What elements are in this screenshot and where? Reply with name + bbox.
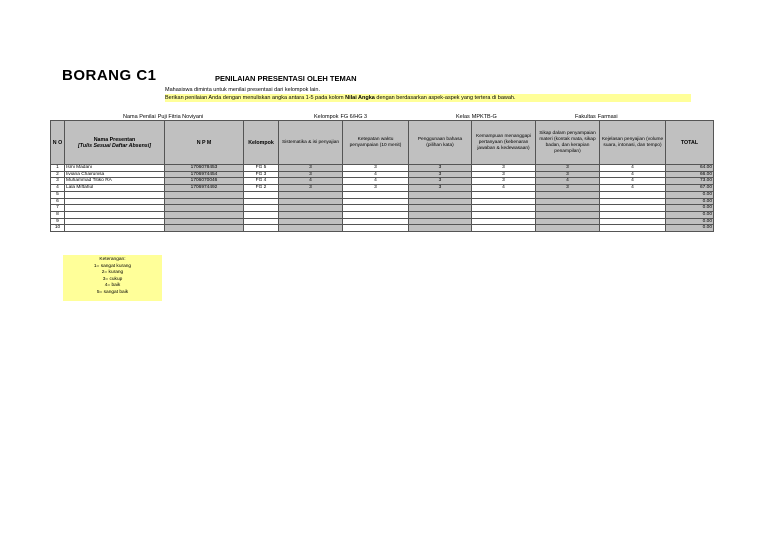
cell-no: 7 — [51, 205, 65, 212]
cell-aspek-6[interactable]: 4 — [600, 165, 666, 172]
cell-aspek-6[interactable] — [600, 211, 666, 218]
cell-nama[interactable] — [65, 191, 165, 198]
cell-aspek-1[interactable] — [279, 205, 343, 212]
cell-aspek-2[interactable] — [343, 191, 409, 198]
cell-nama[interactable]: Lala Miftahul — [65, 185, 165, 192]
form-subtitle: PENILAIAN PRESENTASI OLEH TEMAN — [215, 74, 357, 83]
header-aspek-3: Penggunaan bahasa (pilihan kata) — [409, 121, 472, 165]
cell-npm[interactable] — [165, 225, 244, 232]
cell-aspek-6[interactable] — [600, 205, 666, 212]
cell-total: 0.00 — [666, 205, 714, 212]
cell-aspek-1[interactable]: 3 — [279, 185, 343, 192]
instruction-line-2 — [165, 94, 691, 102]
penilai-value[interactable]: Puji Fitria Noviyani — [157, 114, 204, 120]
header-nama — [65, 121, 165, 165]
cell-nama[interactable] — [65, 211, 165, 218]
cell-aspek-4[interactable] — [472, 191, 536, 198]
cell-aspek-3[interactable] — [409, 205, 472, 212]
cell-aspek-2[interactable] — [343, 218, 409, 225]
table-header-row — [51, 121, 714, 165]
cell-no: 9 — [51, 218, 65, 225]
cell-nama[interactable] — [65, 198, 165, 205]
cell-kelompok[interactable] — [244, 205, 279, 212]
cell-aspek-3[interactable] — [409, 218, 472, 225]
header-aspek-5: Sikap dalam penyampaian materi (kontak mata, sikap badan, dan kerapian penampilan) — [536, 121, 600, 165]
cell-npm[interactable] — [165, 198, 244, 205]
kelas-label: Kelas — [456, 114, 470, 120]
header-aspek-6: Kejelasan penyajian (volume suara, intonasi, dan tempo) — [600, 121, 666, 165]
cell-npm[interactable]: 1706070046 — [165, 178, 244, 185]
cell-kelompok[interactable]: FG 4 — [244, 178, 279, 185]
header-no: N O — [51, 121, 65, 165]
table-row — [51, 178, 714, 185]
cell-npm[interactable]: 1706974454 — [165, 171, 244, 178]
instruction-line-1: Mahasiswa diminta untuk menilai presentasi dari kelompok lain. — [165, 87, 320, 93]
cell-nama[interactable]: Ismi Madani — [65, 165, 165, 172]
cell-total: 66.00 — [666, 171, 714, 178]
cell-aspek-4[interactable] — [472, 218, 536, 225]
penilai-label: Nama Penilai — [123, 114, 156, 120]
cell-aspek-1[interactable] — [279, 191, 343, 198]
cell-no: 4 — [51, 185, 65, 192]
cell-aspek-1[interactable]: 4 — [279, 178, 343, 185]
table-row — [51, 205, 714, 212]
cell-aspek-6[interactable] — [600, 218, 666, 225]
legend-box — [63, 255, 162, 301]
cell-aspek-1[interactable] — [279, 198, 343, 205]
table-row — [51, 171, 714, 178]
cell-aspek-5[interactable]: 4 — [536, 178, 600, 185]
cell-kelompok[interactable] — [244, 211, 279, 218]
cell-nama[interactable]: Muhammad Titiko RA — [65, 178, 165, 185]
table-row — [51, 165, 714, 172]
cell-kelompok[interactable]: FG 3 — [244, 171, 279, 178]
cell-aspek-3[interactable] — [409, 211, 472, 218]
cell-total: 64.00 — [666, 165, 714, 172]
cell-total: 73.00 — [666, 178, 714, 185]
legend-item: 5= sangat baik — [96, 289, 129, 295]
legend-item: 3= cukup — [102, 276, 123, 282]
table-row — [51, 211, 714, 218]
instruction-bold: Nilai Angka — [345, 95, 375, 101]
cell-aspek-2[interactable]: 3 — [343, 165, 409, 172]
cell-aspek-3[interactable] — [409, 191, 472, 198]
cell-aspek-2[interactable]: 3 — [343, 185, 409, 192]
fakultas-label: Fakultas — [575, 114, 596, 120]
cell-aspek-5[interactable] — [536, 191, 600, 198]
cell-kelompok[interactable] — [244, 191, 279, 198]
cell-total: 0.00 — [666, 191, 714, 198]
cell-aspek-4[interactable]: 3 — [472, 165, 536, 172]
cell-total: 0.00 — [666, 211, 714, 218]
cell-aspek-4[interactable] — [472, 225, 536, 232]
cell-aspek-5[interactable] — [536, 211, 600, 218]
instruction-prefix: Berikan penilaian Anda dengan menuliskan angka antara 1-5 pada kolom — [165, 95, 346, 101]
cell-aspek-1[interactable] — [279, 218, 343, 225]
legend-title: Keterangan: — [99, 257, 126, 262]
cell-aspek-6[interactable]: 4 — [600, 171, 666, 178]
legend-item: 2= kurang — [101, 270, 124, 276]
cell-nama[interactable] — [65, 225, 165, 232]
cell-no: 3 — [51, 178, 65, 185]
cell-aspek-6[interactable]: 4 — [600, 178, 666, 185]
table-row — [51, 225, 714, 232]
cell-no: 10 — [51, 225, 65, 232]
kelas-value[interactable]: MPKTB-G — [471, 114, 497, 120]
cell-npm[interactable]: 1706974492 — [165, 185, 244, 192]
cell-aspek-2[interactable] — [343, 198, 409, 205]
cell-aspek-5[interactable]: 3 — [536, 185, 600, 192]
cell-no: 8 — [51, 211, 65, 218]
cell-npm[interactable]: 1706078453 — [165, 165, 244, 172]
cell-aspek-4[interactable]: 3 — [472, 171, 536, 178]
table-row — [51, 191, 714, 198]
cell-aspek-6[interactable]: 4 — [600, 185, 666, 192]
cell-no: 6 — [51, 198, 65, 205]
cell-aspek-5[interactable] — [536, 225, 600, 232]
cell-aspek-2[interactable] — [343, 225, 409, 232]
table-row — [51, 218, 714, 225]
cell-total: 0.00 — [666, 198, 714, 205]
cell-aspek-5[interactable] — [536, 218, 600, 225]
cell-kelompok[interactable]: FG 5 — [244, 165, 279, 172]
cell-aspek-5[interactable] — [536, 198, 600, 205]
header-nama-label: Nama Presentan — [93, 136, 136, 143]
cell-aspek-3[interactable] — [409, 225, 472, 232]
assessment-table — [50, 120, 714, 232]
cell-aspek-1[interactable] — [279, 225, 343, 232]
instruction-suffix: dengan berdasarkan aspek-aspek yang tertera di bawah. — [374, 95, 516, 101]
cell-nama[interactable] — [65, 218, 165, 225]
cell-aspek-4[interactable]: 4 — [472, 185, 536, 192]
cell-no: 1 — [51, 165, 65, 172]
cell-aspek-5[interactable] — [536, 205, 600, 212]
cell-total: 0.00 — [666, 218, 714, 225]
cell-aspek-2[interactable]: 4 — [343, 171, 409, 178]
legend-item: 4= baik — [104, 283, 121, 289]
fakultas-value[interactable]: Farmasi — [597, 114, 618, 120]
header-total: TOTAL — [666, 121, 714, 165]
table-row — [51, 198, 714, 205]
cell-npm[interactable] — [165, 218, 244, 225]
cell-aspek-2[interactable] — [343, 211, 409, 218]
cell-aspek-6[interactable] — [600, 198, 666, 205]
cell-total: 0.00 — [666, 225, 714, 232]
cell-aspek-5[interactable]: 3 — [536, 171, 600, 178]
cell-kelompok[interactable]: FG 2 — [244, 185, 279, 192]
cell-aspek-3[interactable]: 3 — [409, 171, 472, 178]
cell-aspek-1[interactable]: 3 — [279, 171, 343, 178]
page-title: BORANG C1 — [62, 67, 157, 84]
kelompok-value[interactable]: FG 6/HG 3 — [340, 114, 368, 120]
cell-aspek-1[interactable]: 3 — [279, 165, 343, 172]
cell-aspek-3[interactable]: 3 — [409, 165, 472, 172]
kelompok-label: Kelompok — [314, 114, 339, 120]
cell-aspek-4[interactable]: 3 — [472, 178, 536, 185]
cell-aspek-2[interactable]: 4 — [343, 178, 409, 185]
header-kelompok: Kelompok — [244, 121, 279, 165]
cell-nama[interactable] — [65, 205, 165, 212]
cell-aspek-4[interactable] — [472, 205, 536, 212]
header-aspek-1: Sistematika & isi penyajian — [279, 121, 343, 165]
header-aspek-4: Kemampuan menanggapi pertanyaan (kebenaran jawaban & kedewasaan) — [472, 121, 536, 165]
cell-no: 2 — [51, 171, 65, 178]
header-nama-sub: [Tulis Sesuai Daftar Absensi] — [77, 142, 151, 149]
cell-aspek-2[interactable] — [343, 205, 409, 212]
cell-aspek-6[interactable] — [600, 225, 666, 232]
legend-item: 1= sangat kurang — [93, 263, 132, 269]
cell-aspek-4[interactable] — [472, 198, 536, 205]
cell-npm[interactable] — [165, 211, 244, 218]
cell-aspek-6[interactable] — [600, 191, 666, 198]
header-npm: N P M — [165, 121, 244, 165]
cell-npm[interactable] — [165, 205, 244, 212]
cell-aspek-3[interactable]: 3 — [409, 178, 472, 185]
cell-kelompok[interactable] — [244, 198, 279, 205]
header-aspek-2: Ketepatan waktu penyampaian (10 menit) — [343, 121, 409, 165]
cell-aspek-4[interactable] — [472, 211, 536, 218]
cell-aspek-3[interactable] — [409, 198, 472, 205]
cell-aspek-1[interactable] — [279, 211, 343, 218]
cell-npm[interactable] — [165, 191, 244, 198]
cell-kelompok[interactable] — [244, 218, 279, 225]
cell-aspek-5[interactable]: 3 — [536, 165, 600, 172]
cell-total: 67.00 — [666, 185, 714, 192]
cell-aspek-3[interactable]: 3 — [409, 185, 472, 192]
table-row — [51, 185, 714, 192]
cell-kelompok[interactable] — [244, 225, 279, 232]
cell-no: 5 — [51, 191, 65, 198]
cell-nama[interactable]: Iiviana Chairunisa — [65, 171, 165, 178]
